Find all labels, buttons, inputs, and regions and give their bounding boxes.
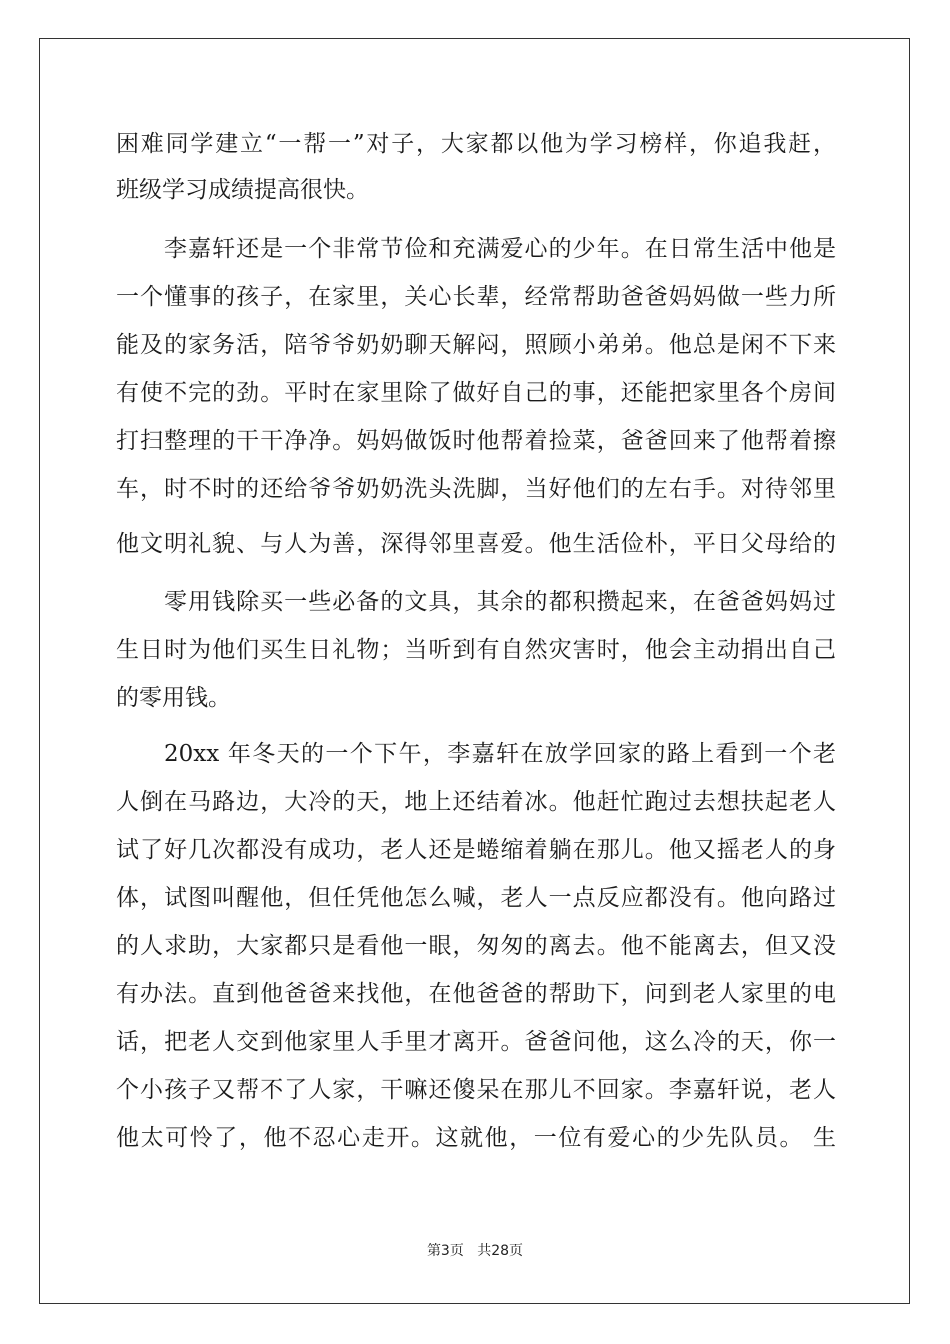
- text-line: 零用钱除买一些必备的文具，其余的都积攒起来，在爸爸妈妈过: [164, 589, 836, 615]
- page-border: [39, 38, 910, 1304]
- page-number: 第3页: [426, 1243, 464, 1259]
- text-line: 困难同学建立“一帮一”对子，大家都以他为学习榜样，你追我赶，: [116, 131, 836, 157]
- text-line: 李嘉轩还是一个非常节俭和充满爱心的少年。在日常生活中他是: [164, 236, 836, 262]
- text-line: 体，试图叫醒他，但任凭他怎么喊，老人一点反应都没有。他向路过: [116, 885, 836, 911]
- text-line: 生日时为他们买生日礼物；当听到有自然灾害时，他会主动捐出自己: [116, 637, 836, 663]
- text-line: 个小孩子又帮不了人家，干嘛还傻呆在那儿不回家。李嘉轩说，老人: [116, 1077, 836, 1103]
- page-total: 共28页: [477, 1243, 524, 1259]
- page-footer: [0, 1240, 950, 1260]
- text-line: 话，把老人交到他家里人手里才离开。爸爸问他，这么冷的天，你一: [116, 1029, 836, 1055]
- text-line: 打扫整理的干干净净。妈妈做饭时他帮着捡菜，爸爸回来了他帮着擦: [116, 428, 836, 454]
- text-line: 的人求助，大家都只是看他一眼，匆匆的离去。他不能离去，但又没: [116, 933, 836, 959]
- text-line: 他太可怜了，他不忍心走开。这就他，一位有爱心的少先队员。 生: [116, 1125, 836, 1151]
- text-line: 有办法。直到他爸爸来找他，在他爸爸的帮助下，问到老人家里的电: [116, 981, 836, 1007]
- text-line: 的零用钱。: [116, 685, 231, 711]
- text-line: 能及的家务活，陪爷爷奶奶聊天解闷，照顾小弟弟。他总是闲不下来: [116, 332, 836, 358]
- text-line: 班级学习成绩提高很快。: [116, 177, 369, 203]
- text-line: 一个懂事的孩子，在家里，关心长辈，经常帮助爸爸妈妈做一些力所: [116, 284, 836, 310]
- text-line: 他文明礼貌、与人为善，深得邻里喜爱。他生活俭朴，平日父母给的: [116, 531, 836, 557]
- text-line: 人倒在马路边，大冷的天，地上还结着冰。他赶忙跑过去想扶起老人: [116, 789, 836, 815]
- text-line: 试了好几次都没有成功，老人还是蜷缩着躺在那儿。他又摇老人的身: [116, 837, 836, 863]
- text-line: 20xx 年冬天的一个下午，李嘉轩在放学回家的路上看到一个老: [164, 741, 836, 767]
- text-line: 车，时不时的还给爷爷奶奶洗头洗脚，当好他们的左右手。对待邻里: [116, 476, 836, 502]
- text-line: 有使不完的劲。平时在家里除了做好自己的事，还能把家里各个房间: [116, 380, 836, 406]
